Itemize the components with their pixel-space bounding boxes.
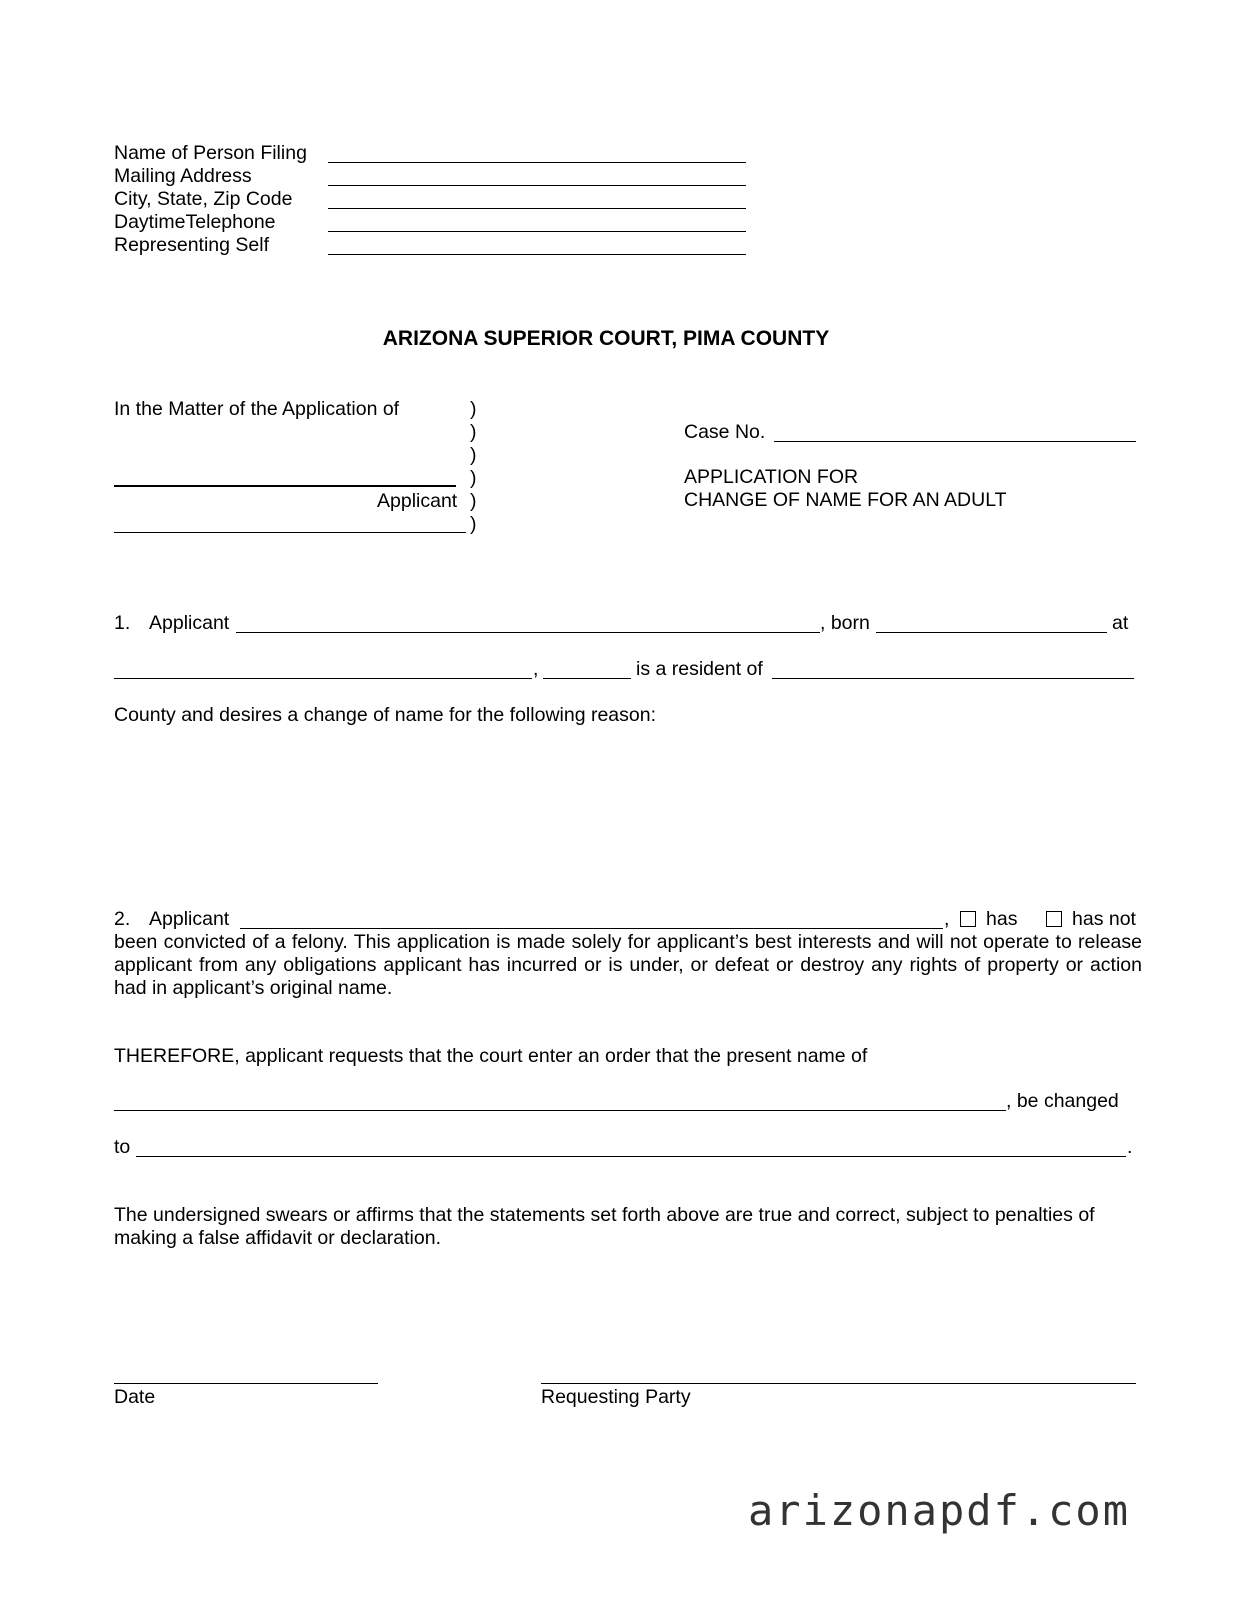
- matter-label: In the Matter of the Application of: [114, 398, 400, 420]
- requesting-party-label: Requesting Party: [541, 1386, 691, 1408]
- field-daytime-telephone[interactable]: [328, 231, 746, 232]
- field-birth-state[interactable]: [543, 678, 631, 679]
- field-city-state-zip[interactable]: [328, 208, 746, 209]
- item1-at-label: at: [1112, 612, 1129, 634]
- item1-reason-text: County and desires a change of name for the following reason:: [114, 704, 657, 726]
- field-case-no[interactable]: [774, 441, 1136, 442]
- label-mailing-address: Mailing Address: [114, 165, 252, 187]
- field-name-of-person-filing[interactable]: [328, 162, 746, 163]
- oath-text: The undersigned swears or affirms that the statements set forth above are true and correct, subject to penalties of making a false affidavit or declaration.: [114, 1204, 1095, 1249]
- caption-applicant-label: Applicant: [377, 490, 458, 512]
- item1-born-label: , born: [820, 612, 870, 634]
- has-checkbox[interactable]: [960, 911, 976, 927]
- field-caption-extra[interactable]: [114, 532, 466, 533]
- be-changed-label: , be changed: [1006, 1090, 1119, 1112]
- caption-paren: ): [470, 398, 477, 420]
- label-name-of-person-filing: Name of Person Filing: [114, 142, 307, 164]
- caption-paren: ): [470, 444, 477, 466]
- has-not-checkbox[interactable]: [1046, 911, 1062, 927]
- field-birth-place[interactable]: [114, 678, 532, 679]
- item1-resident-label: is a resident of: [636, 658, 763, 680]
- field-date[interactable]: [114, 1383, 378, 1384]
- to-label: to: [114, 1136, 131, 1158]
- field-applicant-name-caption[interactable]: [114, 485, 456, 487]
- doc-title-line1: APPLICATION FOR: [684, 466, 859, 488]
- label-city-state-zip: City, State, Zip Code: [114, 188, 293, 210]
- field-new-name[interactable]: [136, 1156, 1126, 1157]
- label-representing-self: Representing Self: [114, 234, 270, 256]
- label-daytime-telephone: DaytimeTelephone: [114, 211, 276, 233]
- caption-paren: ): [470, 513, 477, 535]
- field-representing-self[interactable]: [328, 254, 746, 255]
- item1-applicant-label: Applicant: [149, 612, 230, 634]
- caption-paren: ): [470, 490, 477, 512]
- item1-number: 1.: [114, 612, 131, 634]
- date-label: Date: [114, 1386, 156, 1408]
- field-present-name[interactable]: [114, 1110, 1006, 1111]
- item2-number: 2.: [114, 908, 131, 930]
- doc-title-line2: CHANGE OF NAME FOR AN ADULT: [684, 489, 1007, 511]
- case-no-label: Case No.: [684, 421, 766, 443]
- item1-comma: ,: [533, 658, 539, 680]
- watermark-text: arizonapdf.com: [748, 1486, 1131, 1535]
- item2-applicant-label: Applicant: [149, 908, 230, 930]
- field-requesting-party-signature[interactable]: [541, 1383, 1136, 1384]
- therefore-text: THEREFORE, applicant requests that the court enter an order that the present name of: [114, 1045, 868, 1067]
- item2-paragraph: been convicted of a felony. This application is made solely for applicant’s best interests and will not operate to release applicant from any obligations applicant has incurred or is under, or defeat or destroy any rights of property or action had in applicant’s original name.: [114, 931, 1142, 999]
- has-not-label: has not: [1072, 908, 1136, 930]
- field-item1-applicant-name[interactable]: [236, 632, 820, 633]
- field-item2-applicant-name[interactable]: [240, 928, 943, 929]
- item2-comma: ,: [944, 908, 950, 930]
- court-title: ARIZONA SUPERIOR COURT, PIMA COUNTY: [382, 327, 830, 350]
- field-birth-date[interactable]: [876, 632, 1107, 633]
- caption-paren: ): [470, 467, 477, 489]
- caption-paren: ): [470, 421, 477, 443]
- has-label: has: [986, 908, 1018, 930]
- to-period: .: [1127, 1136, 1133, 1158]
- field-mailing-address[interactable]: [328, 185, 746, 186]
- field-resident-county[interactable]: [772, 678, 1134, 679]
